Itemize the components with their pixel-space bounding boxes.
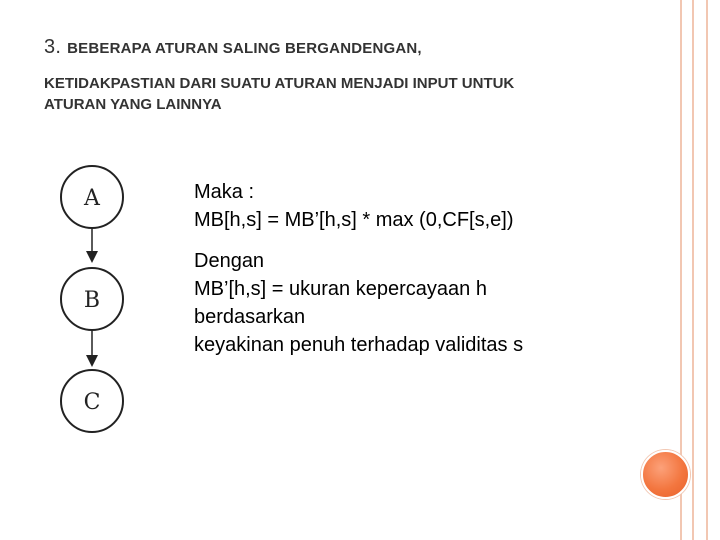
title-line-2: KETIDAKPASTIAN DARI SUATU ATURAN MENJADI INPUT UNTUK <box>44 75 515 92</box>
rule-chain-diagram <box>56 165 136 440</box>
decorative-side-rule <box>680 0 720 540</box>
formula-text: MB[h,s] = MB’[h,s] * max (0,CF[s,e]) <box>194 209 514 231</box>
title-line-1-text: BEBERAPA ATURAN SALING BERGANDENGAN, <box>67 40 422 57</box>
definition-line-3: keyakinan penuh terhadap validitas s <box>194 334 524 356</box>
definition-line-1: MB’[h,s] = ukuran kepercayaan h <box>194 278 487 300</box>
maka-label: Maka : <box>194 181 255 203</box>
node-a-label: A <box>84 186 100 211</box>
maka-paragraph <box>194 178 654 234</box>
slide-title <box>44 36 664 115</box>
slide-body <box>194 178 654 359</box>
node-c-label: C <box>83 390 101 415</box>
dengan-paragraph <box>194 247 654 359</box>
title-line-1 <box>44 36 664 59</box>
node-b-label: B <box>83 288 101 313</box>
title-number: 3. <box>44 36 62 58</box>
dengan-label: Dengan <box>194 250 265 272</box>
decorative-orange-circle <box>641 450 690 499</box>
definition-line-2: berdasarkan <box>194 306 306 328</box>
title-line-3: ATURAN YANG LAINNYA <box>44 96 222 113</box>
